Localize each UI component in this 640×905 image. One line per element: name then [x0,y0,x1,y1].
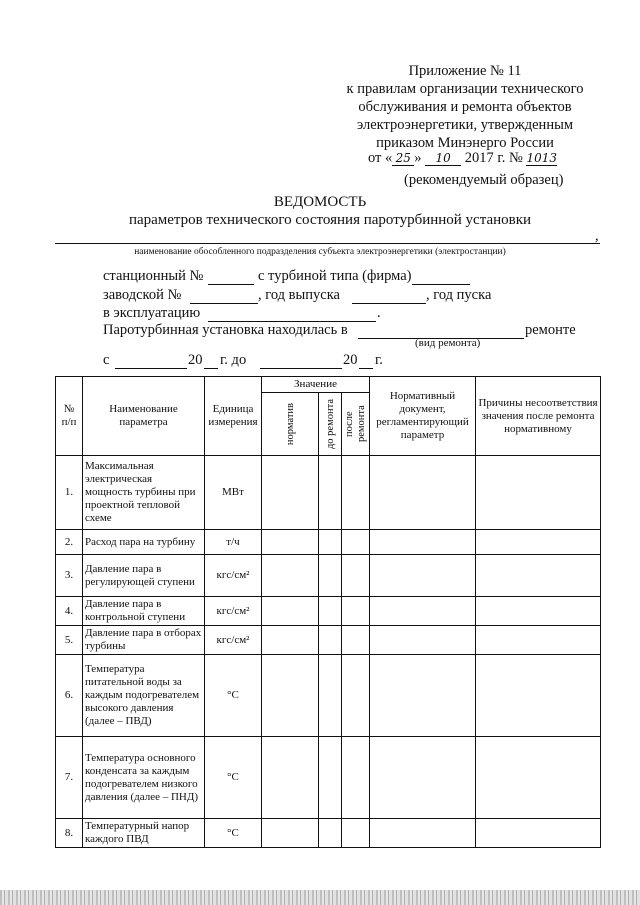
cell-normative-document[interactable] [370,737,476,819]
start-year-label: , год пуска [426,287,492,303]
from-label: с [103,352,110,368]
cell-unit: т/ч [205,530,262,555]
parameters-table [55,376,601,848]
cell-after-repair-value[interactable] [342,530,370,555]
header-before-text: до ремонта [324,398,336,450]
cell-after-repair-value[interactable] [342,737,370,819]
factory-number-label: заводской № [103,287,182,303]
cell-normative-document[interactable] [370,555,476,597]
cell-after-repair-value[interactable] [342,626,370,655]
cell-unit: °С [205,737,262,819]
cell-before-repair-value[interactable] [319,655,342,737]
cell-before-repair-value[interactable] [319,530,342,555]
header-normative [262,393,319,456]
cell-num: 1. [56,456,83,530]
doc-title: ВЕДОМОСТЬ [273,194,367,210]
cell-num: 2. [56,530,83,555]
date-prefix: от « [368,150,393,166]
exploitation-dot: . [377,305,381,321]
header-after [342,393,370,456]
cell-normative-value[interactable] [262,819,319,848]
cell-normative-value[interactable] [262,626,319,655]
header-unit: Единица измерения [205,377,262,456]
recommended-note: (рекомендуемый образец) [404,172,564,188]
cell-before-repair-value[interactable] [319,597,342,626]
header-num: № п/п [56,377,83,456]
turbine-type-label: с турбиной типа (фирма) [258,268,412,284]
cell-parameter-name: Температура питательной воды за каждым подогревателем высокого давления (далее – ПВД) [83,655,205,737]
cell-before-repair-value[interactable] [319,737,342,819]
from-date-field[interactable] [115,368,187,369]
org-caption: наименование обособленного подразделения субъекта электроэнергетики (электростанции) [134,247,506,257]
cell-num: 4. [56,597,83,626]
cell-normative-document[interactable] [370,456,476,530]
cell-num: 7. [56,737,83,819]
turbine-type-field[interactable] [412,284,470,285]
cell-discrepancy-reason[interactable] [476,530,601,555]
cell-before-repair-value[interactable] [319,819,342,848]
cell-discrepancy-reason[interactable] [476,555,601,597]
cell-normative-document[interactable] [370,655,476,737]
date-year: 2017 г. № [464,150,523,166]
cell-normative-value[interactable] [262,555,319,597]
appendix-line-4: электроэнергетики, утвержденным [357,117,573,133]
table-row [56,555,601,597]
cell-before-repair-value[interactable] [319,626,342,655]
station-number-field[interactable] [208,284,254,285]
date-month: 10 [425,151,461,166]
cell-unit: кгс/см² [205,597,262,626]
exploitation-label: в эксплуатацию [103,305,201,321]
cell-discrepancy-reason[interactable] [476,456,601,530]
appendix-block [330,62,600,152]
header-before [319,393,342,456]
to-year-20: 20 [343,352,358,368]
cell-normative-value[interactable] [262,530,319,555]
cell-parameter-name: Давление пара в отборах турбины [83,626,205,655]
cell-discrepancy-reason[interactable] [476,655,601,737]
cell-normative-document[interactable] [370,626,476,655]
cell-after-repair-value[interactable] [342,819,370,848]
cell-before-repair-value[interactable] [319,456,342,530]
table-row [56,626,601,655]
status-label: Паротурбинная установка находилась в [103,322,348,338]
station-label: станционный № [103,268,204,284]
repair-word: ремонте [525,322,576,338]
org-name-line [55,243,600,244]
header-normative-text: норматив [284,402,296,446]
table-row [56,597,601,626]
table-row [56,655,601,737]
to-date-field[interactable] [260,368,342,369]
cell-unit: кгс/см² [205,626,262,655]
release-year-label: , год выпуска [258,287,340,303]
cell-discrepancy-reason[interactable] [476,819,601,848]
cell-num: 6. [56,655,83,737]
appendix-line-2: к правилам организации технического [346,81,584,97]
cell-discrepancy-reason[interactable] [476,626,601,655]
to-year-suffix: г. [375,352,383,368]
table-row [56,456,601,530]
to-label: г. до [220,352,247,368]
cell-discrepancy-reason[interactable] [476,597,601,626]
repair-type-caption: (вид ремонта) [415,337,481,349]
cell-normative-value[interactable] [262,456,319,530]
cell-unit: °С [205,655,262,737]
cell-after-repair-value[interactable] [342,456,370,530]
date-number: 1013 [526,151,557,165]
cell-unit: кгс/см² [205,555,262,597]
from-year-field[interactable] [204,368,218,369]
doc-subtitle: параметров технического состояния паротурбинной установки [128,212,532,228]
cell-unit: МВт [205,456,262,530]
scan-edge [0,890,640,905]
header-name: Наименование параметра [83,377,205,456]
cell-parameter-name: Температурный напор каждого ПВД [83,819,205,848]
cell-after-repair-value[interactable] [342,655,370,737]
appendix-line-3: обслуживания и ремонта объектов [358,99,572,115]
cell-num: 5. [56,626,83,655]
header-after-text: после ремонта [344,405,367,443]
cell-parameter-name: Температура основного конденсата за каждым подогревателем низкого давления (далее – ПНД) [83,737,205,819]
cell-after-repair-value[interactable] [342,555,370,597]
to-year-field[interactable] [359,368,373,369]
from-year-20: 20 [188,352,203,368]
cell-parameter-name: Расход пара на турбину [83,530,205,555]
header-doc: Нормативный документ, регламентирующий параметр [370,377,476,456]
org-line-comma: , [595,228,599,244]
cell-normative-document[interactable] [370,597,476,626]
cell-before-repair-value[interactable] [319,555,342,597]
cell-parameter-name: Давление пара в контрольной ступени [83,597,205,626]
header-value: Значение [262,377,370,393]
cell-parameter-name: Давление пара в регулирующей ступени [83,555,205,597]
release-year-field[interactable] [352,303,426,304]
cell-num: 8. [56,819,83,848]
order-date-line [368,150,557,167]
date-mid: » [414,150,422,166]
cell-normative-value[interactable] [262,597,319,626]
cell-normative-value[interactable] [262,737,319,819]
cell-after-repair-value[interactable] [342,597,370,626]
table-row [56,737,601,819]
cell-discrepancy-reason[interactable] [476,737,601,819]
header-reason: Причины несоответствия значения после ремонта нормативному [476,377,601,456]
table-row [56,819,601,848]
cell-normative-value[interactable] [262,655,319,737]
cell-normative-document[interactable] [370,819,476,848]
cell-normative-document[interactable] [370,530,476,555]
cell-parameter-name: Максимальная электрическая мощность турбины при проектной тепловой схеме [83,456,205,530]
date-day: 25 [392,151,414,166]
appendix-line-5: приказом Минэнерго России [376,135,554,151]
cell-num: 3. [56,555,83,597]
table-row [56,530,601,555]
cell-unit: °С [205,819,262,848]
appendix-line-1: Приложение № 11 [408,63,522,79]
factory-number-field[interactable] [190,303,258,304]
